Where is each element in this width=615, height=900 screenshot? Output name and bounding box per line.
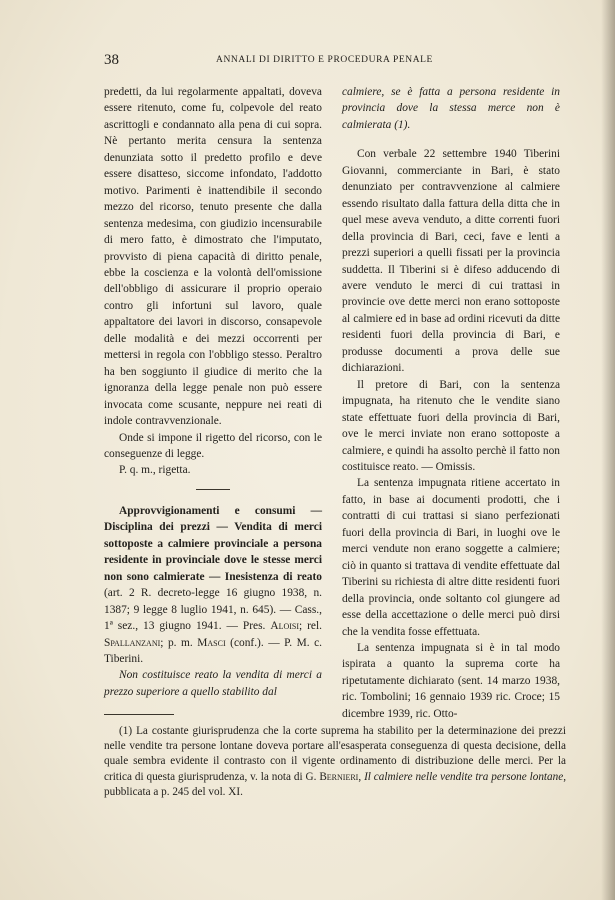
right-paragraph-3: La sentenza impugnata ritiene accertato in fatto, in base ai documenti prodotti, che i contratti di cui trattasi si siano perfezionati fuori della provincia di Bari, in luoghi ove le merci vendute non erano soggette a calmiere; ciò in quanto si trattava di vendite effettuate dal Tiberini su richiesta di altre ditte residenti fuori della provincia, onde soltanto col giungere ad esse della accettazione o delle merci può dirsi che la vendita fosse effettuata. [342, 477, 560, 638]
footnote-text-3: , pubblicata a p. 245 del vol. XI. [104, 770, 566, 798]
massima-quote-start: Non costituisce reato la vendita di merci a prezzo superiore a quello stabilito dal [104, 669, 322, 698]
footnote [104, 724, 566, 800]
right-column [342, 84, 560, 722]
left-paragraph-3: P. q. m., rigetta. [119, 464, 191, 477]
footnote-author: Bernieri [319, 770, 359, 783]
massima-citation-1: (art. 2 R. decreto-legge 16 giugno 1938, n. 1387; 9 legge 8 luglio 1941, n. 645). — Cass., 1ª sez., 13 giugno 1941. — Pres. [104, 587, 322, 633]
footnote-rule [104, 714, 174, 715]
massima-title: Approvvigionamenti e consumi — Disciplina dei prezzi — Vendita di merci sottoposte a calmiere provinciale a persona residente in provinciale dove le stesse merci non sono calmierate — Inesistenza di reato [104, 504, 322, 583]
footnote-text-2: , [358, 770, 365, 783]
right-paragraph-1: Con verbale 22 settembre 1940 Tiberini Giovanni, commerciante in Bari, è stato denunziato per contravvenzione al calmiere essendo risultato dalla fattura della ditta che in quel mese aveva venduto, a ditte correnti fuori della provincia di Bari, ceci, fave e lenti a prezzi superiori a quelli fissati per la provincia suddetta. Il Tiberini si è difeso adducendo di avere venduto le merci di cui trattasi in provincie ove dette merci non erano sottoposte al calmiere ed in base ad ordini ricevuti da ditte residenti fuori della provincia di Bari, e produsse documenti a prova delle sue dichiarazioni. [342, 148, 560, 375]
right-paragraph-2: Il pretore di Bari, con la sentenza impugnata, ha ritenuto che le vendite siano state effettuate fuori della provincia di Bari, ove le merci inviate non erano sottoposte a calmiere, e quindi ha assolto perchè il fatto non costituisce reato. — Omissis. [342, 378, 560, 473]
page-header [104, 52, 566, 70]
massima-rapporteur: Spallanzani [104, 636, 161, 649]
massima-citation-3: ; p. m. [160, 636, 198, 649]
running-title: ANNALI DI DIRITTO E PROCEDURA PENALE [216, 55, 433, 65]
left-column [104, 84, 322, 700]
left-paragraph-2: Onde si impone il rigetto del ricorso, con le conseguenze di legge. [104, 431, 322, 460]
massima-prosecutor: Masci [197, 636, 226, 649]
massima-president: Aloisi [270, 620, 300, 633]
massima-heading [104, 503, 322, 668]
page-number: 38 [104, 52, 119, 68]
right-paragraph-4: La sentenza impugnata si è in tal modo ispirata a quanto la suprema corte ha ripetutamente dichiarato (sent. 14 marzo 1938, ric. Tombolini; 16 gennaio 1939 ric. Croce; 15 dicembre 1939, ric. Otto- [342, 641, 560, 720]
footnote-text-1: (1) La costante giurisprudenza che la corte suprema ha stabilito per la determinazione dei prezzi nelle vendite tra persone lontane doveva portare all'esasperata conseguenza di questa decisione, della quale sembra evidente il contrasto con il vigente ordinamento di distribuzione delle merci. Per la critica di questa giurisprudenza, v. la nota di G. [104, 725, 566, 783]
massima-citation-2: ; rel. [299, 620, 323, 633]
footnote-title: Il calmiere nelle vendite tra persone lontane [364, 770, 564, 783]
massima-citation-4: (conf.). — P. M. c. Tiberini. [104, 636, 322, 665]
section-divider [196, 489, 230, 490]
page-edge-shadow [601, 0, 615, 900]
massima-quote-end: calmiere, se è fatta a persona residente in provincia dove la stessa merce non è calmierata (1). [342, 86, 560, 131]
left-paragraph-1: predetti, da lui regolarmente appaltati, doveva essere ritenuto, come fu, colpevole del reato ascrittogli e condannato alla pena di cui sopra. Nè pertanto merita censura la sentenza denunziata sotto il predetto profilo e deve essere disatteso, siccome infondato, l'addotto motivo. Parimenti è inattendibile il secondo mezzo del ricorso, tenuto presente che dalla sentenza medesima, con giudizio incensurabile di mero fatto, è dimostrato che l'imputato, provvisto di piena capacità di diritto penale, ebbe la coscienza e la volontà dell'omissione dell'obbligo di assicurare il proprio operaio contro gli infortuni sul lavoro, quale appaltatore dei lavori in discorso, consapevole delle modalità e dei mezzi occorrenti per mettersi in regola con l'obbligo stesso. Peraltro ha ben soggiunto il giudice di merito che la ignoranza della legge penale non può essere invocata come scusante, neppure nei reati di indole contravvenzionale. [104, 86, 322, 428]
